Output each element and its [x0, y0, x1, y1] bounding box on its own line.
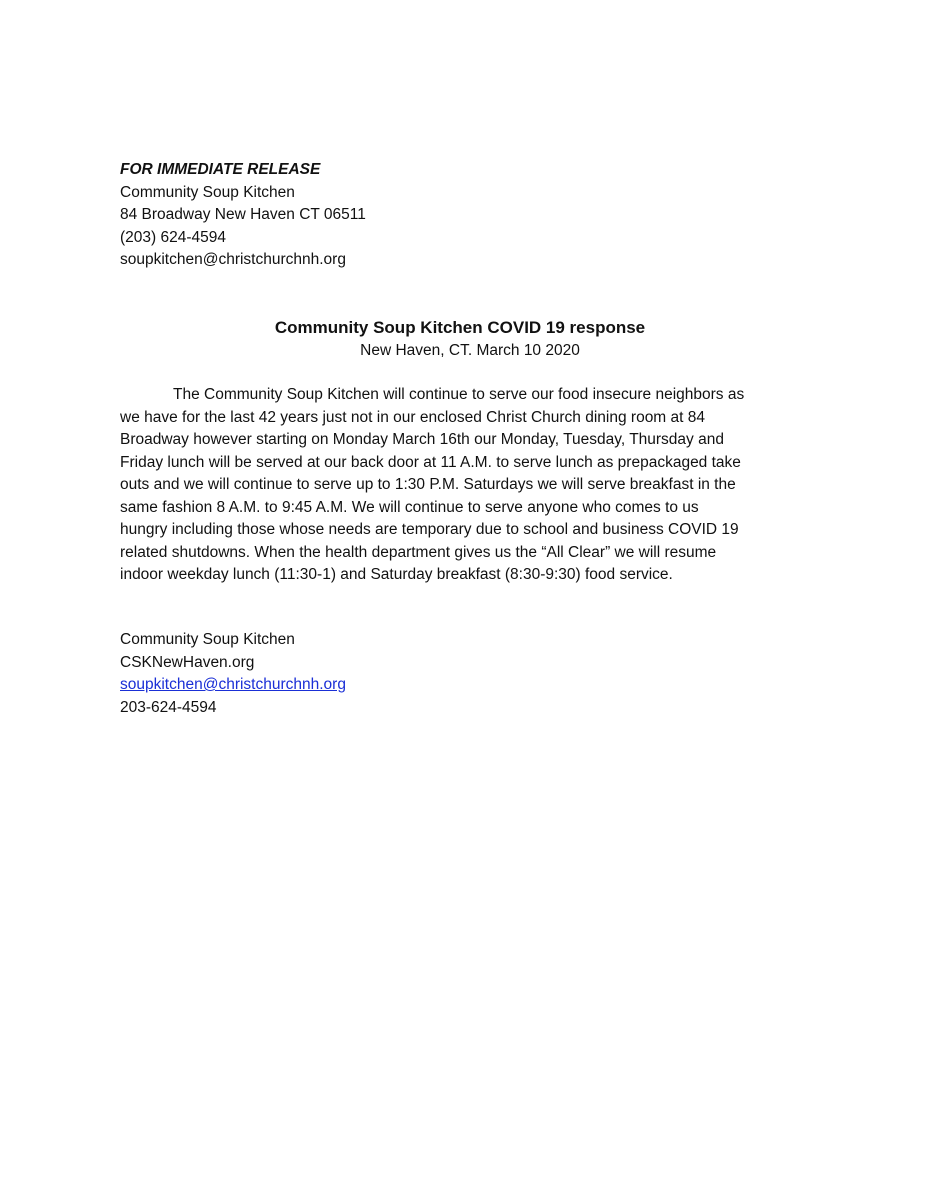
body-line: Broadway however starting on Monday March 16th our Monday, Tuesday, Thursday and [120, 431, 724, 448]
header-address: 84 Broadway New Haven CT 06511 [120, 206, 366, 223]
body-line: The Community Soup Kitchen will continue to serve our food insecure neighbors as [173, 386, 745, 403]
body-line: hungry including those whose needs are temporary due to school and business COVID 19 [120, 521, 739, 538]
contact-footer [120, 629, 800, 719]
dateline: New Haven, CT. March 10 2020 [360, 342, 580, 359]
body-line: outs and we will continue to serve up to 1:30 P.M. Saturdays we will serve breakfast in the [120, 476, 736, 493]
header-phone: (203) 624-4594 [120, 228, 226, 246]
page-title: Community Soup Kitchen COVID 19 response [274, 318, 646, 337]
body-line: indoor weekday lunch (11:30-1) and Saturday breakfast (8:30-9:30) food service. [120, 566, 673, 583]
release-header [120, 159, 800, 272]
body-line: related shutdowns. When the health department gives us the “All Clear” we will resume [120, 543, 717, 561]
title-block [120, 316, 800, 362]
body-line: Friday lunch will be served at our back door at 11 A.M. to serve lunch as prepackaged take [120, 453, 741, 471]
footer-phone: 203-624-4594 [120, 698, 217, 716]
header-email: soupkitchen@christchurchnh.org [120, 251, 346, 268]
footer-website: CSKNewHaven.org [120, 653, 255, 671]
body-line: we have for the last 42 years just not in our enclosed Christ Church dining room at 84 [120, 408, 706, 426]
body-paragraph [120, 384, 800, 587]
footer-org-name: Community Soup Kitchen [120, 631, 295, 648]
release-label: FOR IMMEDIATE RELEASE [120, 161, 321, 178]
footer-email-link[interactable]: soupkitchen@christchurchnh.org [120, 676, 346, 693]
body-line: same fashion 8 A.M. to 9:45 A.M. We will continue to serve anyone who comes to us [120, 498, 699, 516]
header-org-name: Community Soup Kitchen [120, 183, 295, 201]
